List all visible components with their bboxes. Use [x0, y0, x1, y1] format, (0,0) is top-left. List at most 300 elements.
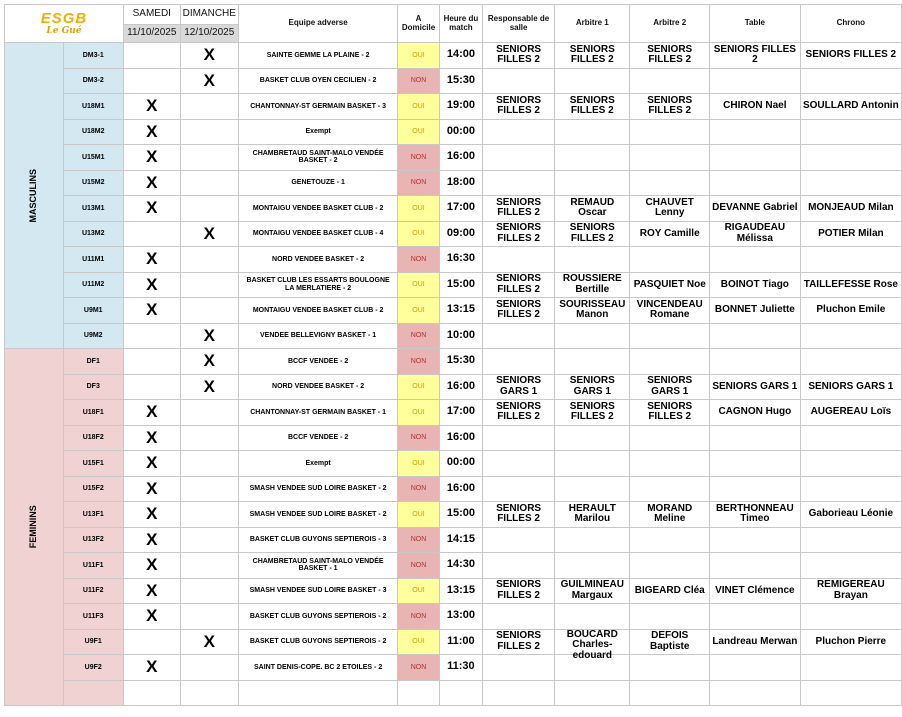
home-status [398, 68, 439, 94]
team-name-text: U13M2 [81, 230, 105, 238]
team-name [63, 553, 123, 579]
table-cell-text: BOINOT Tiago [720, 278, 789, 290]
samedi-mark-text: X [146, 555, 158, 575]
opponent-name-text: MONTAIGU VENDEE BASKET CLUB - 2 [252, 306, 384, 314]
arbitre1-cell [555, 196, 630, 222]
team-name [63, 476, 123, 502]
match-time [439, 272, 482, 298]
chrono-cell [800, 272, 901, 298]
chrono-cell [800, 476, 901, 502]
samedi-mark-text: X [146, 274, 158, 294]
opponent-name [238, 298, 397, 324]
match-time-text: 15:00 [446, 507, 475, 520]
responsable-cell [483, 425, 555, 451]
table-cell [710, 374, 801, 400]
team-name-text: U9M2 [83, 332, 103, 340]
chrono-cell [800, 43, 901, 69]
samedi-mark [123, 323, 180, 349]
team-name-text: U15M2 [81, 179, 105, 187]
match-time-text: 18:00 [446, 175, 475, 188]
table-cell [710, 502, 801, 528]
samedi-mark-text: X [146, 529, 158, 549]
arbitre1-cell [555, 272, 630, 298]
opponent-name [238, 451, 397, 477]
responsable-cell-text: SENIORS FILLES 2 [496, 222, 542, 244]
arbitre2-cell-text: CHAUVET Lenny [645, 196, 694, 219]
home-status [398, 553, 439, 579]
home-status-text: NON [410, 485, 427, 493]
match-time [439, 170, 482, 196]
chrono-cell [800, 298, 901, 324]
team-name [63, 604, 123, 630]
team-name [63, 119, 123, 145]
empty-cell [483, 680, 555, 706]
dimanche-header: DIMANCHE [180, 5, 238, 25]
home-status-text: NON [410, 434, 427, 442]
arbitre2-cell [630, 272, 710, 298]
home-status-text: NON [410, 357, 427, 365]
arbitre2-cell [630, 145, 710, 171]
table-cell [710, 553, 801, 579]
arbitre1-cell [555, 170, 630, 196]
table-row [5, 349, 902, 375]
samedi-mark [123, 553, 180, 579]
opponent-name-text: BASKET CLUB LES ESSARTS BOULOGNE LA MERLATIERE - 2 [246, 277, 390, 292]
chrono-cell [800, 323, 901, 349]
table-cell-text: BONNET Juliette [714, 304, 795, 315]
table-cell [710, 323, 801, 349]
opponent-name [238, 374, 397, 400]
table-cell [710, 43, 801, 69]
chrono-cell [800, 655, 901, 681]
dimanche-mark [180, 553, 238, 579]
empty-cell [555, 680, 630, 706]
match-time [439, 629, 482, 655]
arbitre2-cell-text: SENIORS FILLES 2 [647, 43, 693, 66]
responsable-cell [483, 553, 555, 579]
home-status [398, 145, 439, 171]
team-name-text: U15F2 [82, 485, 104, 493]
samedi-mark-text: X [146, 427, 158, 447]
team-name-text: U13M1 [81, 204, 105, 212]
arbitre1-cell [555, 578, 630, 604]
opponent-name-text: BASKET CLUB GUYONS SEPTIEROIS - 2 [249, 638, 387, 646]
home-status [398, 272, 439, 298]
match-time-text: 16:30 [446, 252, 475, 265]
opponent-name [238, 145, 397, 171]
table-cell [710, 527, 801, 553]
match-time [439, 196, 482, 222]
match-time-text: 14:30 [446, 558, 475, 571]
match-time-text: 17:00 [446, 201, 475, 214]
arbitre1-cell-text: SENIORS FILLES 2 [569, 94, 615, 117]
arbitre1-cell [555, 604, 630, 630]
empty-cell [63, 680, 123, 706]
match-time [439, 43, 482, 69]
table-row [5, 323, 902, 349]
chrono-cell-text: AUGEREAU Loïs [810, 406, 892, 417]
match-time-text: 16:00 [446, 150, 475, 163]
chrono-cell [800, 553, 901, 579]
club-logo [5, 5, 124, 43]
opponent-name [238, 400, 397, 426]
chrono-cell [800, 502, 901, 528]
team-name [63, 196, 123, 222]
responsable-cell-text: SENIORS FILLES 2 [496, 43, 542, 66]
team-name [63, 425, 123, 451]
opponent-name-text: Exempt [305, 459, 331, 467]
arbitre1-cell [555, 323, 630, 349]
arbitre2-cell [630, 170, 710, 196]
team-name-text: U18F2 [82, 434, 104, 442]
arbitre1-cell-text: REMAUD Oscar [570, 196, 615, 219]
chrono-cell-text: SOULLARD Antonin [802, 100, 899, 111]
match-time-text: 09:00 [446, 226, 475, 239]
home-status-text: OUI [412, 587, 425, 595]
empty-cell [439, 680, 482, 706]
responsable-cell [483, 374, 555, 400]
arbitre2-cell-text: VINCENDEAU Romane [636, 298, 703, 321]
samedi-mark-text: X [146, 121, 158, 141]
dimanche-mark-text: X [203, 70, 215, 90]
samedi-mark-text: X [146, 147, 158, 167]
arbitre2-header: Arbitre 2 [630, 5, 710, 43]
samedi-mark [123, 298, 180, 324]
arbitre1-cell [555, 119, 630, 145]
chrono-cell [800, 221, 901, 247]
match-time [439, 374, 482, 400]
empty-cell [398, 680, 439, 706]
schedule-body [5, 43, 902, 706]
time-header: Heure du match [439, 5, 482, 43]
home-status-text: OUI [412, 51, 425, 59]
chrono-cell [800, 374, 901, 400]
dimanche-mark [180, 425, 238, 451]
team-name [63, 374, 123, 400]
arbitre1-cell [555, 68, 630, 94]
dimanche-mark [180, 502, 238, 528]
responsable-cell [483, 272, 555, 298]
arbitre2-cell [630, 476, 710, 502]
match-time [439, 604, 482, 630]
responsable-cell-text: SENIORS FILLES 2 [496, 196, 542, 219]
table-cell-text: RIGAUDEAU Mélissa [724, 222, 786, 244]
match-time-text: 13:00 [446, 609, 475, 622]
dimanche-mark [180, 94, 238, 120]
match-time [439, 578, 482, 604]
home-status [398, 629, 439, 655]
schedule-table [4, 4, 902, 706]
dimanche-mark [180, 68, 238, 94]
chrono-cell [800, 196, 901, 222]
match-time [439, 119, 482, 145]
opponent-header: Equipe adverse [238, 5, 397, 43]
empty-cell [710, 680, 801, 706]
table-cell [710, 145, 801, 171]
match-time [439, 425, 482, 451]
chrono-cell [800, 604, 901, 630]
dimanche-mark-text: X [203, 351, 215, 371]
arbitre2-cell-text: MORAND Meline [647, 502, 693, 525]
responsable-cell [483, 629, 555, 655]
match-time [439, 476, 482, 502]
table-row [5, 221, 902, 247]
home-status [398, 527, 439, 553]
match-time [439, 451, 482, 477]
responsable-cell-text: SENIORS FILLES 2 [496, 579, 542, 601]
arbitre2-cell [630, 553, 710, 579]
home-status-text: NON [410, 332, 427, 340]
opponent-name-text: BCCF VENDEE - 2 [287, 357, 349, 365]
empty-cell [630, 680, 710, 706]
dimanche-mark-text: X [203, 631, 215, 651]
responsable-cell [483, 527, 555, 553]
home-status-text: OUI [412, 459, 425, 467]
dimanche-mark [180, 298, 238, 324]
match-time-text: 19:00 [446, 99, 475, 112]
match-time-text: 13:15 [446, 583, 475, 596]
home-status [398, 655, 439, 681]
arbitre2-cell [630, 527, 710, 553]
responsable-cell [483, 298, 555, 324]
responsable-cell-text: SENIORS GARS 1 [496, 375, 542, 397]
team-name-text: U11F2 [82, 587, 104, 595]
match-time [439, 527, 482, 553]
chrono-cell [800, 629, 901, 655]
samedi-mark [123, 629, 180, 655]
arbitre2-cell [630, 221, 710, 247]
match-time-text: 00:00 [446, 456, 475, 469]
arbitre1-cell [555, 502, 630, 528]
team-name-text: U9F1 [84, 638, 102, 646]
opponent-name [238, 476, 397, 502]
samedi-mark-text: X [146, 96, 158, 116]
opponent-name-text: GENETOUZE - 1 [291, 179, 345, 187]
section-feminins [5, 349, 64, 706]
home-status [398, 196, 439, 222]
responsable-cell [483, 68, 555, 94]
table-cell-text: DEVANNE Gabriel [712, 202, 798, 213]
arbitre1-header: Arbitre 1 [555, 5, 630, 43]
arbitre2-cell-text: ROY Camille [639, 227, 700, 239]
chrono-cell-text: POTIER Milan [818, 227, 884, 239]
samedi-mark [123, 349, 180, 375]
home-status [398, 221, 439, 247]
table-cell [710, 196, 801, 222]
samedi-header: SAMEDI [123, 5, 180, 25]
responsable-cell [483, 323, 555, 349]
table-cell-text: SENIORS FILLES 2 [713, 43, 796, 66]
team-name-text: DF3 [86, 383, 100, 391]
arbitre2-cell [630, 323, 710, 349]
table-row [5, 527, 902, 553]
arbitre2-cell [630, 451, 710, 477]
table-cell [710, 400, 801, 426]
opponent-name-text: SMASH VENDEE SUD LOIRE BASKET - 2 [249, 485, 387, 493]
arbitre2-cell [630, 298, 710, 324]
team-name [63, 94, 123, 120]
table-row [5, 94, 902, 120]
team-name-text: DF1 [86, 357, 100, 365]
samedi-mark [123, 578, 180, 604]
chrono-cell [800, 578, 901, 604]
opponent-name-text: VENDEE BELLEVIGNY BASKET - 1 [260, 332, 377, 340]
dimanche-mark [180, 604, 238, 630]
responsable-cell [483, 94, 555, 120]
table-cell-text: CAGNON Hugo [718, 406, 792, 417]
samedi-date: 11/10/2025 [123, 25, 180, 43]
arbitre2-cell [630, 119, 710, 145]
dimanche-mark [180, 221, 238, 247]
samedi-mark-text: X [146, 478, 158, 498]
home-status [398, 94, 439, 120]
responsable-cell [483, 349, 555, 375]
table-row [5, 451, 902, 477]
arbitre1-cell [555, 628, 630, 661]
home-status-text: NON [410, 153, 427, 161]
opponent-name-text: CHANTONNAY-ST GERMAIN BASKET - 3 [250, 102, 386, 110]
responsable-cell [483, 196, 555, 222]
table-cell [710, 425, 801, 451]
dimanche-mark [180, 323, 238, 349]
empty-cell [800, 680, 901, 706]
empty-cell [238, 680, 397, 706]
dimanche-mark [180, 527, 238, 553]
chrono-cell-text: Gaborieau Léonie [808, 508, 894, 519]
table-row [5, 655, 902, 681]
table-cell [710, 298, 801, 324]
match-time [439, 145, 482, 171]
opponent-name [238, 527, 397, 553]
responsable-cell [483, 400, 555, 426]
samedi-mark-text: X [146, 504, 158, 524]
home-status-text: OUI [412, 638, 425, 646]
arbitre1-cell [555, 145, 630, 171]
team-name-text: U11M2 [82, 281, 105, 289]
responsable-cell-text: SENIORS FILLES 2 [496, 400, 542, 423]
opponent-name [238, 170, 397, 196]
dimanche-mark [180, 43, 238, 69]
responsable-cell [483, 502, 555, 528]
table-cell-text: CHIRON Nael [723, 100, 787, 111]
team-name [63, 323, 123, 349]
samedi-mark-text: X [146, 453, 158, 473]
dimanche-mark [180, 170, 238, 196]
table-row [5, 604, 902, 630]
responsable-cell [483, 655, 555, 681]
opponent-name [238, 655, 397, 681]
table-cell [710, 170, 801, 196]
team-name-text: U13F2 [82, 536, 104, 544]
arbitre2-cell [630, 43, 710, 69]
dimanche-mark [180, 451, 238, 477]
responsable-cell [483, 43, 555, 69]
home-status [398, 374, 439, 400]
chrono-cell-text: TAILLEFESSE Rose [803, 278, 898, 290]
arbitre1-cell [555, 400, 630, 426]
opponent-name [238, 196, 397, 222]
team-name-text: U15M1 [81, 153, 105, 161]
dimanche-mark [180, 196, 238, 222]
team-name-text: U11M1 [82, 255, 105, 263]
arbitre2-cell-text: SENIORS FILLES 2 [647, 400, 693, 423]
chrono-cell [800, 119, 901, 145]
opponent-name-text: MONTAIGU VENDEE BASKET CLUB - 2 [252, 204, 384, 212]
team-name [63, 43, 123, 69]
opponent-name-text: CHAMBRETAUD SAINT-MALO VENDÉE BASKET - 2 [252, 149, 384, 165]
table-cell-text: BERTHONNEAU Timeo [715, 502, 794, 525]
dimanche-mark [180, 578, 238, 604]
dimanche-date: 12/10/2025 [180, 25, 238, 43]
opponent-name-text: SMASH VENDEE SUD LOIRE BASKET - 2 [249, 510, 387, 518]
home-status-text: OUI [412, 204, 425, 212]
arbitre1-cell-text: SOURISSEAU Manon [559, 298, 626, 321]
dimanche-mark [180, 655, 238, 681]
dimanche-mark-text: X [203, 376, 215, 396]
opponent-name [238, 43, 397, 69]
arbitre2-cell [630, 629, 710, 655]
samedi-mark-text: X [146, 402, 158, 422]
samedi-mark-text: X [146, 657, 158, 677]
arbitre1-cell-text: ROUSSIERE Bertille [562, 273, 622, 295]
table-cell [710, 247, 801, 273]
chrono-cell [800, 170, 901, 196]
match-time-text: 11:00 [447, 634, 475, 647]
chrono-cell [800, 145, 901, 171]
arbitre2-cell [630, 349, 710, 375]
table-cell [710, 272, 801, 298]
team-name [63, 221, 123, 247]
home-status-text: OUI [412, 128, 425, 136]
samedi-mark [123, 400, 180, 426]
dimanche-mark [180, 629, 238, 655]
table-row [5, 145, 902, 171]
arbitre1-cell [555, 476, 630, 502]
team-name-text: DM3-1 [82, 51, 104, 59]
samedi-mark [123, 451, 180, 477]
responsable-header: Responsable de salle [483, 5, 555, 43]
opponent-name [238, 425, 397, 451]
match-time [439, 94, 482, 120]
match-time-text: 16:00 [446, 379, 475, 392]
arbitre2-cell [630, 196, 710, 222]
opponent-name [238, 68, 397, 94]
home-status [398, 323, 439, 349]
home-status-text: OUI [412, 408, 425, 416]
dimanche-mark [180, 349, 238, 375]
table-row [5, 502, 902, 528]
table-cell [710, 476, 801, 502]
dimanche-mark-text: X [203, 223, 215, 243]
dimanche-mark [180, 476, 238, 502]
arbitre1-cell [555, 349, 630, 375]
team-name [63, 272, 123, 298]
responsable-cell [483, 221, 555, 247]
match-time [439, 349, 482, 375]
opponent-name [238, 119, 397, 145]
responsable-cell-text: SENIORS FILLES 2 [496, 630, 542, 652]
opponent-name [238, 349, 397, 375]
table-row [5, 400, 902, 426]
opponent-name [238, 272, 397, 298]
team-name [63, 68, 123, 94]
team-name-text: U18M2 [81, 128, 105, 136]
home-status-text: NON [410, 179, 427, 187]
responsable-cell-text: SENIORS FILLES 2 [496, 298, 542, 321]
table-row [5, 476, 902, 502]
opponent-name [238, 94, 397, 120]
match-time-text: 15:00 [446, 277, 475, 290]
